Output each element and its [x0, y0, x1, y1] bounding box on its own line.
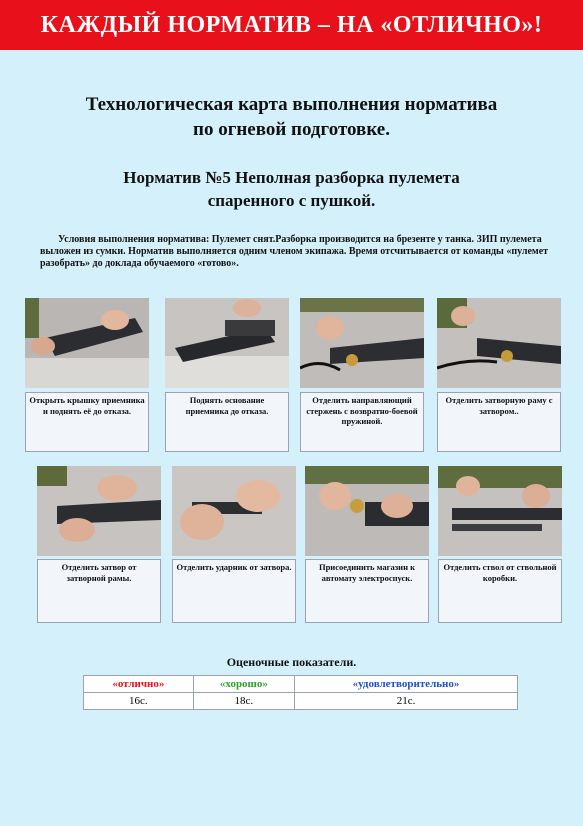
score-header-excellent: «отлично» [84, 676, 194, 693]
score-header-satisfactory: «удовлетворительно» [295, 676, 518, 693]
step-photo-5 [37, 466, 161, 556]
subtitle-line-1: Норматив №5 Неполная разборка пулемета [123, 168, 460, 187]
subtitle-line-2: спаренного с пушкой. [207, 191, 376, 210]
step-caption-6: Отделить ударник от затвора. [172, 559, 296, 623]
page-title [0, 92, 583, 142]
step-caption-5: Отделить затвор от затворной рамы. [37, 559, 161, 623]
step-caption-1: Открыть крышку приемника и поднять её до отказа. [25, 392, 149, 452]
score-header-good: «хорошо» [193, 676, 294, 693]
title-line-1: Технологическая карта выполнения норматива [85, 94, 498, 115]
scores-value-row [84, 693, 518, 710]
step-photo-8 [438, 466, 562, 556]
conditions-text: Условия выполнения норматива: Пулемет снят.Разборка производится на брезенте у танка. ЗИП пулемета выложен из сумки. Норматив выполняется одним членом экипажа. Время отсчитывается от команды «пулемет разобрать» до доклада обучаемого «готово». [40, 234, 549, 269]
scores-header-row [84, 676, 518, 693]
step-photo-1 [25, 298, 149, 388]
norm-subtitle [0, 166, 583, 212]
score-value-good: 18с. [193, 693, 294, 710]
step-caption-4: Отделить затворную раму с затвором.. [437, 392, 561, 452]
step-caption-2: Поднять основание приемника до отказа. [165, 392, 289, 452]
step-photo-4 [437, 298, 561, 388]
step-caption-3: Отделить направляющий стержень с возвратно-боевой пружиной. [300, 392, 424, 452]
title-line-2: по огневой подготовке. [193, 119, 390, 140]
step-photo-7 [305, 466, 429, 556]
step-photo-6 [172, 466, 296, 556]
score-value-satisfactory: 21с. [295, 693, 518, 710]
score-value-excellent: 16с. [84, 693, 194, 710]
step-photo-3 [300, 298, 424, 388]
scores-table [83, 675, 518, 710]
banner: КАЖДЫЙ НОРМАТИВ – НА «ОТЛИЧНО»! [0, 0, 583, 50]
step-caption-8: Отделить ствол от ствольной коробки. [438, 559, 562, 623]
scores-title: Оценочные показатели. [226, 655, 357, 669]
step-caption-7: Присоединить магазин к автомату электроспуск. [305, 559, 429, 623]
step-photo-2 [165, 298, 289, 388]
